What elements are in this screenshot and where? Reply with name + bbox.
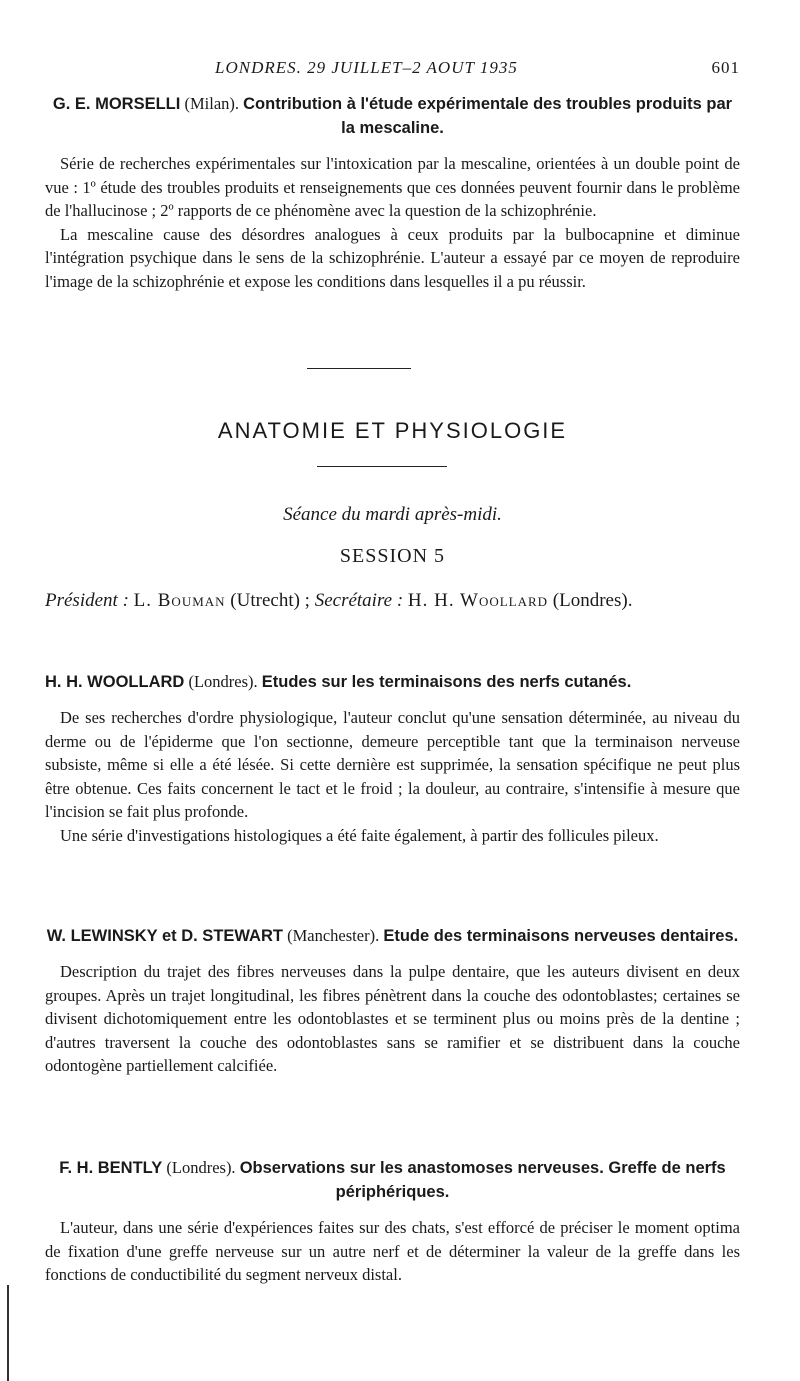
abstract-morselli bbox=[45, 92, 740, 293]
abstract-woollard bbox=[45, 670, 740, 847]
abstract-authors: F. H. BENTLY bbox=[59, 1159, 163, 1177]
abstract-location: (Manchester). bbox=[287, 926, 380, 945]
abstract-bently bbox=[45, 1156, 740, 1287]
abstract-heading bbox=[45, 1156, 740, 1204]
separator-rule bbox=[307, 368, 411, 369]
abstract-location: (Londres). bbox=[166, 1158, 236, 1177]
president-location: (Utrecht) ; bbox=[230, 590, 310, 611]
abstract-title: Observations sur les anastomoses nerveuses. Greffe de nerfs périphériques. bbox=[239, 1159, 726, 1201]
page-number: 601 bbox=[711, 58, 740, 77]
abstract-paragraph: De ses recherches d'ordre physiologique, l'auteur conclut qu'une sensation déterminée, au niveau du derme ou de l'épiderme que l'on sectionne, demeure perceptible tant que la terminaison nerveuse subsiste, même si elle a été lésée. Si cette dernière est supprimée, la sensation spécifique ne peut plus être obtenue. Ces faits concernent le tact et le froid ; la douleur, au contraire, s'intensifie à mesure que l'incision se fait plus profonde. bbox=[45, 708, 740, 821]
abstract-paragraph: Une série d'investigations histologiques a été faite également, à partir des follicules pileux. bbox=[60, 825, 659, 845]
president-name: L. Bouman bbox=[133, 590, 226, 611]
abstract-title: Contribution à l'étude expérimentale des troubles produits par la mescaline. bbox=[243, 95, 733, 137]
seance-heading: Séance du mardi après-midi. bbox=[283, 504, 502, 525]
separator-rule bbox=[317, 466, 447, 467]
abstract-title: Etudes sur les terminaisons des nerfs cutanés. bbox=[261, 673, 632, 691]
secretary-label: Secrétaire : bbox=[314, 590, 404, 611]
secretary-name: H. H. Woollard bbox=[407, 590, 549, 611]
abstract-lewinsky-stewart bbox=[45, 924, 740, 1078]
president-label: Président : bbox=[45, 590, 129, 611]
abstract-heading bbox=[45, 92, 740, 140]
abstract-paragraph: Description du trajet des fibres nerveuses dans la pulpe dentaire, que les auteurs divisent en deux groupes. Après un trajet longitudinal, les fibres pénètrent dans la couche des odontoblastes; certaines se divisent dichotomiquement entre les odontoblastes et se terminent plus ou moins près de la dentine ; d'autres traversent la couche des odontoblastes sans se ramifier et se distribuent dans la couche odontogène partiellement calcifiée. bbox=[45, 962, 740, 1075]
abstract-authors: W. LEWINSKY et D. STEWART bbox=[46, 927, 283, 945]
session-officers bbox=[45, 586, 740, 616]
running-head-title: LONDRES. 29 JUILLET–2 AOUT 1935 bbox=[215, 58, 518, 77]
scan-edge-mark bbox=[7, 1285, 9, 1381]
abstract-paragraph: L'auteur, dans une série d'expériences faites sur des chats, s'est efforcé de préciser le moment optima de fixation d'une greffe nerveuse sur un autre nerf et de déterminer la valeur de la greffe dans les fonctions de conductibilité du segment nerveux distal. bbox=[45, 1218, 740, 1284]
abstract-location: (Milan). bbox=[184, 94, 240, 113]
abstract-authors: H. H. WOOLLARD bbox=[45, 673, 185, 691]
abstract-heading bbox=[45, 670, 740, 694]
session-heading: SESSION 5 bbox=[339, 545, 446, 567]
abstract-heading bbox=[45, 924, 740, 948]
abstract-location: (Londres). bbox=[188, 672, 258, 691]
running-head bbox=[45, 58, 740, 82]
abstract-paragraph: La mescaline cause des désordres analogues à ceux produits par la bulbocapnine et diminue l'intégration psychique dans le sens de la schizophrénie. L'auteur a essayé par ce moyen de reproduire l'image de la schizophrénie et expose les conditions dans lesquelles il a pu réussir. bbox=[45, 224, 740, 291]
secretary-location: (Londres). bbox=[552, 590, 633, 611]
abstract-authors: G. E. MORSELLI bbox=[52, 95, 181, 113]
abstract-title: Etude des terminaisons nerveuses dentaires. bbox=[383, 927, 739, 945]
section-title: ANATOMIE ET PHYSIOLOGIE bbox=[217, 418, 568, 443]
abstract-paragraph: Série de recherches expérimentales sur l'intoxication par la mescaline, orientées à un double point de vue : 1º étude des troubles produits et renseignements que ces données peuvent fournir dans le problème de l'hallucinose ; 2º rapports de ce phénomène avec la question de la schizophrénie. bbox=[45, 154, 740, 220]
